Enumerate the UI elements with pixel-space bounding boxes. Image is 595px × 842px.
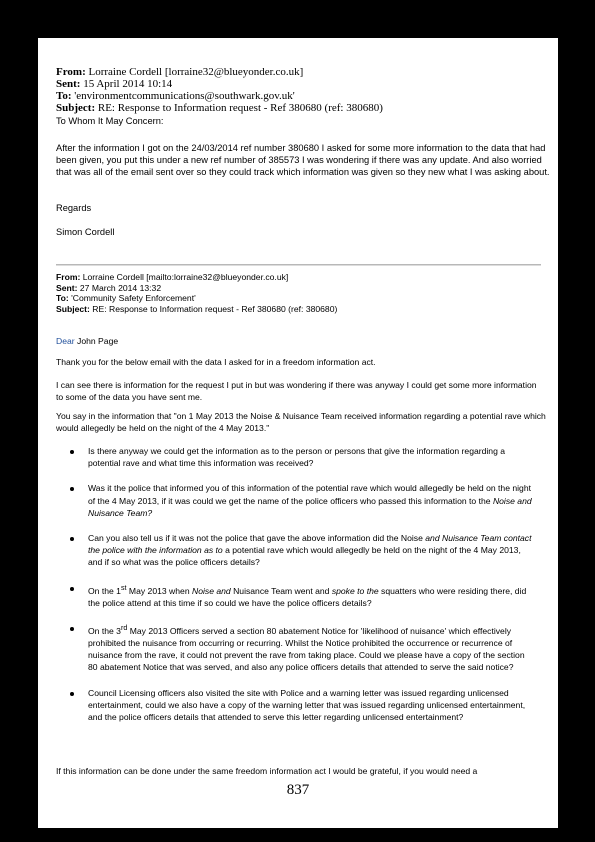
list-item-text: May 2013 when bbox=[126, 585, 192, 596]
list-item-text: On the 3 bbox=[88, 625, 121, 636]
list-item-text: Council Licensing officers also visited the site with Police and a warning letter was issued regarding unlicensed entertainment, could we also have a copy of the warning letter that was issued regarding unlicensed entertainment, and the police officers details that attended to serve this letter regarding unlicensed entertainment? bbox=[88, 687, 526, 722]
divider bbox=[56, 264, 541, 265]
list-item-text: May 2013 Officers served a section 80 abatement Notice for 'likelihood of nuisance' which effectively prohibited the nuisance from occurring or recurring. Whilst the Notice prohibited the occurrence or recurrence of nuisance from the rave, it could not prevent the rave from taking place. Could we please have a copy of the section 80 abatement Notice that was served, and also any police officers details that attended to serve the said notice? bbox=[88, 625, 525, 673]
email1-paragraph: After the information I got on the 24/03/2014 ref number 380680 I asked for some more information to the data that had been given, you put this under a new ref number of 385573 I was wondering if there was any update. And also worried that was all of the email sent over so they could track which information was given so they new what I was asking about. bbox=[56, 143, 550, 177]
subject-label-2: Subject: bbox=[56, 304, 90, 315]
signature: Simon Cordell bbox=[56, 227, 115, 237]
list-item-text: Is there anyway we could get the information as to the person or persons that give the information regarding a potential rave and what time this information was received? bbox=[88, 446, 506, 469]
sent-label: Sent: bbox=[56, 78, 81, 90]
bullet-icon bbox=[70, 627, 74, 631]
list-item-text: squatters who were residing there, did the police attend at this time if so could we have the police officers details? bbox=[88, 585, 527, 608]
list-item-italic: Noise and bbox=[192, 585, 231, 596]
from-value-2: Lorraine Cordell [mailto:lorraine32@blueyonder.co.uk] bbox=[82, 272, 289, 282]
list-item bbox=[56, 582, 536, 609]
bullet-icon bbox=[70, 537, 74, 541]
subject-label: Subject: bbox=[56, 102, 96, 114]
bullet-icon bbox=[70, 587, 74, 591]
list-item bbox=[56, 687, 536, 724]
paragraph-3: You say in the information that "on 1 May 2013 the Noise & Nuisance Team received information regarding a potential rave which would allegedly be held on the night of the 4 May 2013." bbox=[56, 411, 546, 434]
list-item bbox=[56, 482, 536, 519]
list-item-italic: and Nuisance Team contact the police with the information as to bbox=[88, 533, 532, 556]
list-item-italic: Noise and Nuisance Team? bbox=[88, 495, 532, 518]
list-item-text: On the 1 bbox=[88, 585, 121, 596]
to-label: To: bbox=[56, 90, 72, 102]
to-label-2: To: bbox=[56, 293, 69, 304]
sent-value: 15 April 2014 10:14 bbox=[83, 78, 173, 90]
list-item-text: Can you also tell us if it was not the police that gave the above information did the Noise bbox=[88, 533, 426, 544]
list-item bbox=[56, 532, 536, 569]
list-item-text: Nuisance Team went and bbox=[230, 585, 332, 596]
list-item bbox=[56, 622, 536, 674]
to-value-2: 'Community Safety Enforcement' bbox=[71, 293, 196, 304]
sent-label-2: Sent: bbox=[56, 282, 78, 293]
closing: Regards bbox=[56, 203, 92, 213]
closing-paragraph: If this information can be done under the same freedom information act I would be grateful, if you would need a bbox=[56, 766, 478, 776]
sent-value-2: 27 March 2014 13:32 bbox=[79, 282, 162, 293]
bullet-icon bbox=[70, 487, 74, 491]
from-value: Lorraine Cordell [lorraine32@blueyonder.co.uk] bbox=[88, 66, 304, 78]
subject-value: RE: Response to Information request - Ref 380680 (ref: 380680) bbox=[97, 102, 383, 114]
from-label-2: From: bbox=[56, 272, 81, 282]
question-list bbox=[56, 445, 536, 736]
document-page bbox=[38, 38, 558, 828]
list-item-text: Was it the police that informed you of this information of the potential rave which would allegedly be held on the night of the 4 May 2013, if it was could we get the name of the police officers who passed this information to the bbox=[88, 483, 531, 506]
email-header-2 bbox=[56, 272, 551, 315]
bullet-icon bbox=[70, 692, 74, 696]
dear-name: John Page bbox=[77, 336, 119, 346]
subject-value-2: RE: Response to Information request - Ref 380680 (ref: 380680) bbox=[92, 304, 338, 315]
page-number: 837 bbox=[286, 782, 310, 798]
list-item-text: a potential rave which would allegedly be held on the night of the 4 May 2013, and if so what was the police officers details? bbox=[88, 545, 521, 568]
list-item bbox=[56, 445, 536, 469]
to-value: 'environmentcommunications@southwark.gov.uk' bbox=[74, 90, 295, 102]
list-item-italic: spoke to the bbox=[331, 585, 379, 596]
dear-word: Dear bbox=[56, 336, 75, 346]
paragraph-1: Thank you for the below email with the data I asked for in a freedom information act. bbox=[56, 357, 376, 367]
email-header-1 bbox=[56, 66, 551, 114]
from-label: From: bbox=[56, 66, 86, 78]
bullet-icon bbox=[70, 450, 74, 454]
greeting: To Whom It May Concern: bbox=[56, 116, 164, 126]
superscript: rd bbox=[120, 623, 128, 632]
salutation bbox=[56, 335, 546, 347]
paragraph-2: I can see there is information for the request I put in but was wondering if there was anyway I could get some more information to some of the data you have sent me. bbox=[56, 380, 537, 403]
superscript: st bbox=[120, 583, 127, 592]
